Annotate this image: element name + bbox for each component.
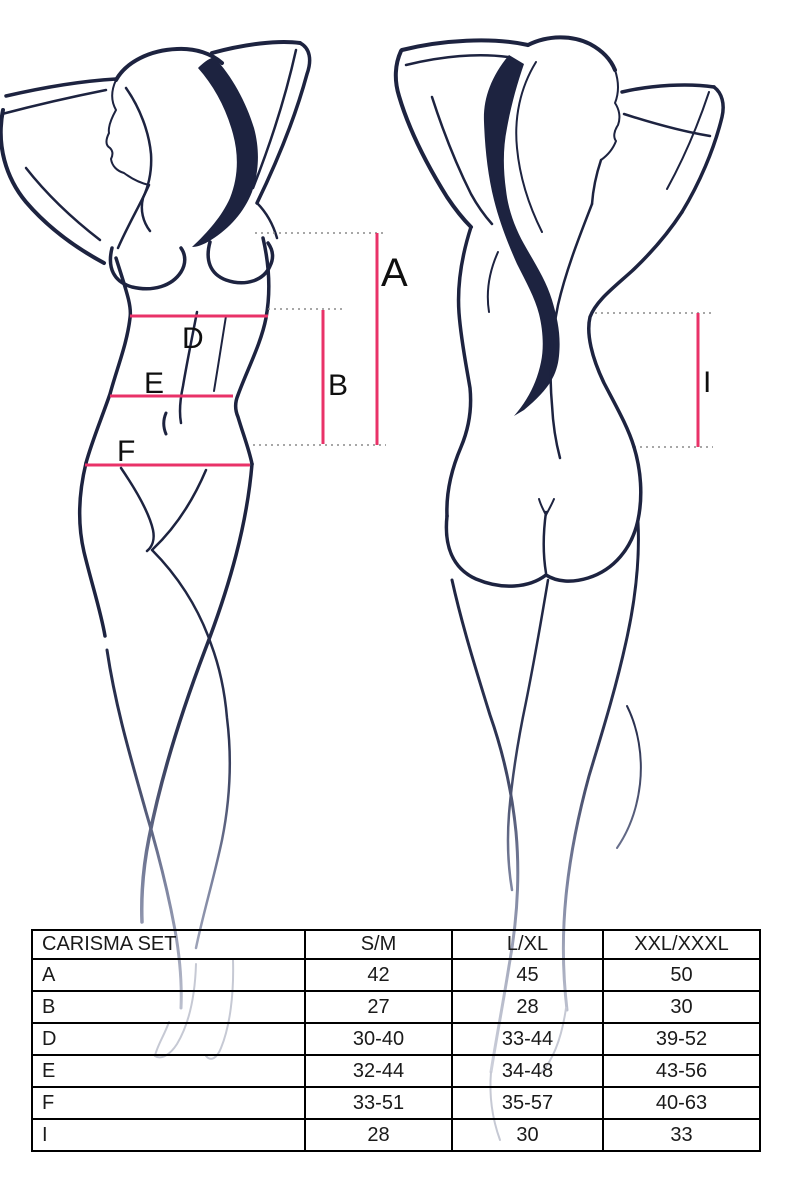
row-label: F: [32, 1087, 305, 1119]
front-left-torso-contour: [86, 258, 130, 463]
table-row-a: [32, 959, 760, 991]
back-hair-strand: [516, 62, 542, 232]
size-table-header-row: [32, 930, 760, 959]
front-crotch-right: [153, 470, 206, 549]
column-header-sm: S/M: [305, 930, 452, 959]
cell-value: 43-56: [603, 1055, 760, 1087]
front-abdomen-line-right: [214, 316, 226, 391]
cell-value: 42: [305, 959, 452, 991]
column-header-lxl: L/XL: [452, 930, 603, 959]
measurement-annotations: [85, 233, 713, 468]
front-left-upper-arm-inner: [26, 168, 100, 240]
column-header-xxlxxxl: XXL/XXXL: [603, 930, 760, 959]
row-label: I: [32, 1119, 305, 1151]
cell-value: 50: [603, 959, 760, 991]
front-left-hip: [80, 463, 105, 636]
back-neck: [592, 160, 601, 204]
cell-value: 39-52: [603, 1023, 760, 1055]
cell-value: 33: [603, 1119, 760, 1151]
label-a: A: [381, 251, 408, 295]
table-row-i: [32, 1119, 760, 1151]
cell-value: 33-51: [305, 1087, 452, 1119]
label-e: E: [144, 367, 165, 400]
front-right-breast: [208, 242, 272, 283]
cell-value: 30: [603, 991, 760, 1023]
front-crotch-left: [121, 468, 154, 551]
back-right-buttock: [546, 447, 641, 581]
cell-value: 30: [452, 1119, 603, 1151]
table-row-e: [32, 1055, 760, 1087]
back-left-arm-inner: [432, 97, 492, 224]
front-navel: [164, 413, 166, 434]
cell-value: 32-44: [305, 1055, 452, 1087]
back-left-upper-arm: [396, 51, 471, 227]
back-face-profile: [601, 70, 619, 160]
back-ponytail: [484, 55, 560, 416]
front-left-upper-arm: [1, 110, 104, 263]
front-hair: [192, 57, 258, 247]
front-neckline: [118, 185, 149, 248]
row-label: E: [32, 1055, 305, 1087]
cell-value: 27: [305, 991, 452, 1023]
row-label: B: [32, 991, 305, 1023]
back-crease-fork: [539, 499, 554, 515]
back-right-upper-arm: [682, 87, 723, 212]
back-left-torso-contour: [447, 227, 471, 516]
cell-value: 28: [305, 1119, 452, 1151]
front-right-forearm: [212, 42, 300, 53]
table-row-d: [32, 1023, 760, 1055]
back-left-buttock: [446, 516, 546, 586]
back-crease: [544, 512, 546, 573]
front-figure: [1, 42, 310, 1059]
cell-value: 40-63: [603, 1087, 760, 1119]
label-i: I: [703, 366, 712, 399]
front-right-upper-arm: [257, 43, 310, 203]
front-right-torso-contour: [236, 238, 269, 464]
front-face-profile: [107, 80, 150, 185]
cell-value: 28: [452, 991, 603, 1023]
label-f: F: [117, 435, 136, 468]
cell-value: 30-40: [305, 1023, 452, 1055]
cell-value: 35-57: [452, 1087, 603, 1119]
front-left-breast: [110, 248, 184, 289]
table-title: CARISMA SET: [32, 930, 305, 959]
size-table: [31, 929, 761, 1152]
row-label: D: [32, 1023, 305, 1055]
label-d: D: [182, 322, 204, 355]
row-label: A: [32, 959, 305, 991]
back-right-torso-contour: [589, 212, 682, 447]
back-right-forearm: [622, 85, 714, 92]
front-left-forearm: [6, 79, 116, 96]
cell-value: 45: [452, 959, 603, 991]
back-right-calf: [617, 706, 641, 848]
cell-value: 34-48: [452, 1055, 603, 1087]
back-head-crown: [528, 37, 615, 70]
cell-value: 33-44: [452, 1023, 603, 1055]
table-row-b: [32, 991, 760, 1023]
table-row-f: [32, 1087, 760, 1119]
back-left-forearm-inner: [406, 55, 508, 65]
back-shoulder-blade: [488, 252, 498, 312]
front-hair-strand: [126, 88, 151, 231]
label-b: B: [328, 369, 349, 402]
back-left-forearm: [402, 40, 528, 50]
back-inner-leg-line: [508, 580, 548, 890]
